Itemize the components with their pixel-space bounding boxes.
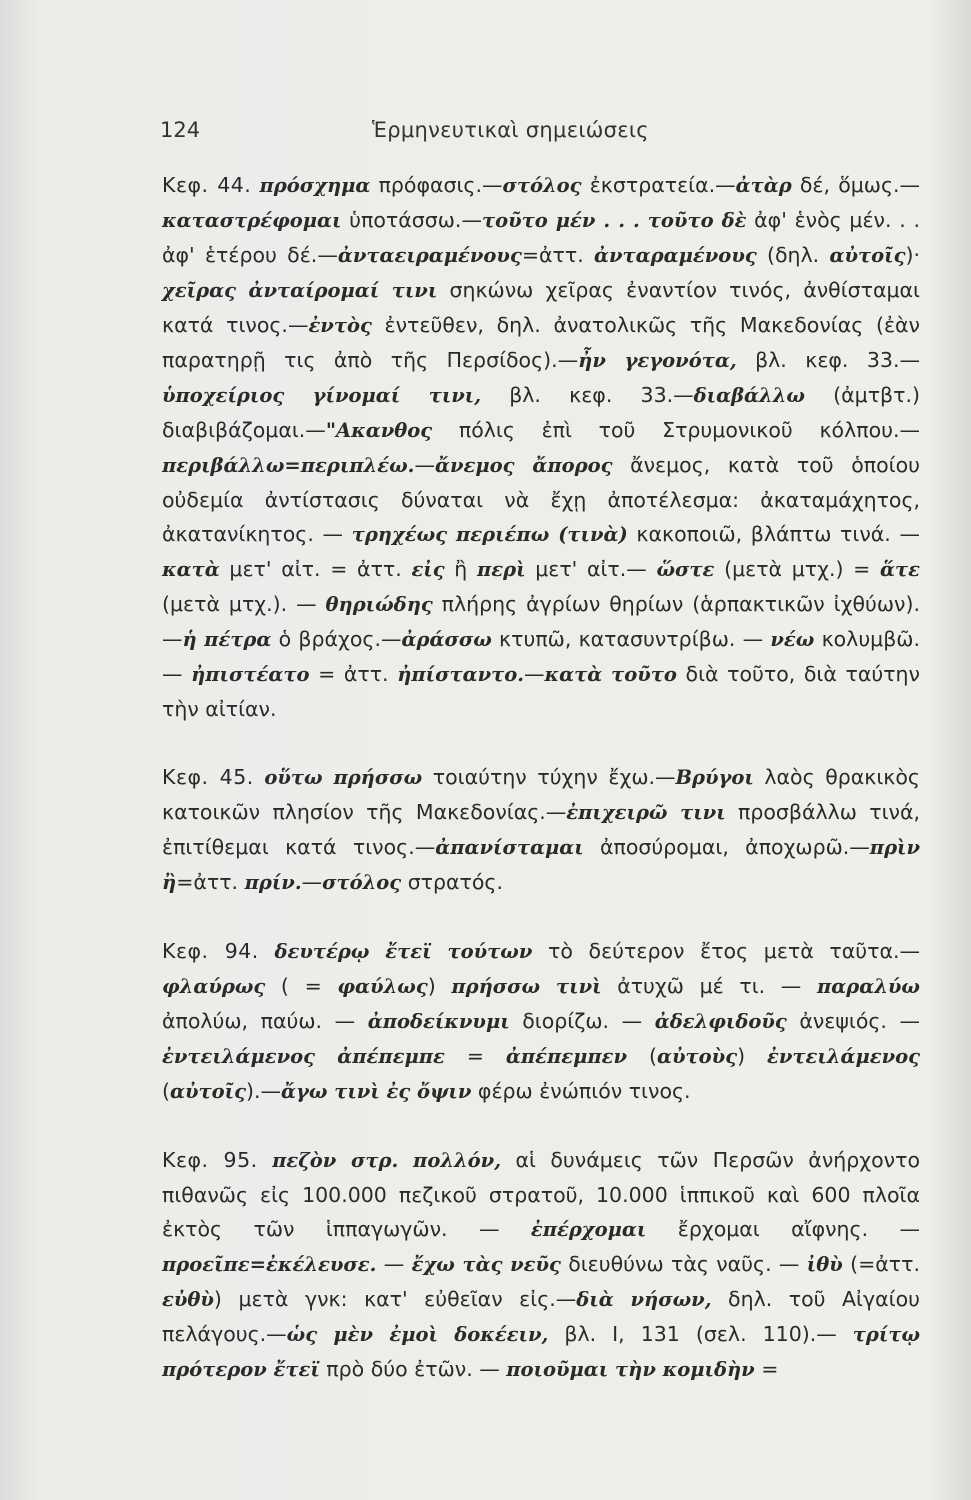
lemma-term: ἀδελφιδοῦς: [654, 1010, 787, 1033]
gloss-text: ὑποτάσσω.—: [341, 208, 482, 232]
lemma-term: ἡ πέτρα: [182, 628, 272, 651]
lemma-term: πρὶν ἢ: [162, 836, 921, 894]
gloss-text: διευθύνω τὰς ναῦς. —: [560, 1252, 807, 1276]
lemma-term: τρηχέως περιέπω (τινὰ): [351, 523, 628, 546]
gloss-text: προσβάλλω τινά, ἐπιτίθεμαι κατά τινος.—: [162, 800, 920, 859]
lemma-term: ἐντὸς: [308, 314, 372, 337]
lemma-term: πεζὸν στρ. πολλόν,: [272, 1149, 501, 1172]
lemma-term: στόλος: [322, 871, 402, 894]
lemma-term: διὰ νήσων,: [576, 1288, 712, 1311]
gloss-text: ὁ βράχος.—: [271, 627, 402, 651]
lemma-term: κατὰ τοῦτο: [544, 663, 677, 686]
lemma-term: περὶ: [476, 558, 526, 581]
gloss-text: (: [627, 1044, 657, 1068]
gloss-text: δηλ. τοῦ Αἰγαίου πελάγους.—: [162, 1287, 920, 1346]
gloss-text: ἀφ' ἑνὸς μέν. . . ἀφ' ἑτέρου δέ.—: [162, 208, 921, 267]
gloss-text: (μετὰ μτχ.) =: [714, 557, 881, 581]
gloss-text: τὸ δεύτερον ἔτος μετὰ ταῦτα.—: [532, 939, 920, 963]
lemma-term: ἀράσσω: [401, 628, 492, 651]
lemma-term: προεῖπε=ἐκέλευσε.: [162, 1253, 377, 1276]
running-title: Ἑρμηνευτικαὶ σημειώσεις: [372, 118, 649, 142]
lemma-term: ἀνταραμένους: [594, 244, 757, 267]
gloss-text: —: [301, 870, 323, 894]
gloss-text: στρατός.: [401, 870, 503, 894]
lemma-term: δευτέρῳ ἔτεϊ τούτων: [274, 940, 533, 963]
gloss-text: αἱ δυνάμεις τῶν Περσῶν ἀνήρχοντο πιθανῶς εἰς 100.000 πεζικοῦ στρατοῦ, 10.000 ἱππικοῦ καὶ 600 πλοῖα ἐκτὸς τῶν ἱππαγωγῶν. —: [162, 1148, 920, 1241]
gloss-text: ( =: [265, 974, 338, 998]
lemma-term: ὑποχείριος γίνομαί τινι,: [162, 384, 482, 407]
lemma-term: αὐτοὺς: [657, 1045, 738, 1068]
gloss-text: =ἀττ.: [521, 243, 595, 267]
chapter-label: Κεφ. 94.: [162, 939, 259, 963]
gloss-text: =: [754, 1357, 779, 1381]
chapter-44-note: [162, 168, 920, 726]
gloss-text: πόλις ἐπὶ τοῦ Στρυμονικοῦ κόλπου.—: [432, 418, 920, 442]
gloss-text: (μετὰ μτχ.). —: [162, 592, 326, 616]
lemma-term: ἀνταειραμένους: [337, 244, 522, 267]
lemma-term: ἀπανίσταμαι: [435, 836, 584, 859]
gloss-text: (: [162, 1079, 170, 1103]
lemma-term: "Ακανθος: [325, 419, 433, 442]
gloss-text: ἀποσύρομαι, ἀποχωρῶ.—: [583, 835, 870, 859]
lemma-term: ἰθὺ: [806, 1253, 843, 1276]
gloss-text: ἢ: [444, 557, 477, 581]
lemma-term: εὐθὺ: [162, 1288, 214, 1311]
lemma-term: ἐπιχειρῶ τινι: [566, 801, 726, 824]
gloss-text: = ἀττ.: [309, 662, 398, 686]
page-number: 124: [160, 118, 201, 142]
lemma-term: φαύλως: [337, 975, 428, 998]
gloss-text: πρὸ δύο ἐτῶν. —: [319, 1357, 507, 1381]
gloss-text: ἔρχομαι αἴφνης. —: [646, 1217, 921, 1241]
chapter-95-note: [162, 1143, 920, 1387]
gloss-text: —: [376, 1252, 412, 1276]
gloss-text: κολυμβῶ. —: [162, 627, 920, 686]
lemma-term: ἐπέρχομαι: [530, 1218, 647, 1241]
lemma-term: τοῦτο μέν . . . τοῦτο δὲ: [481, 209, 747, 232]
lemma-term: εἰς: [411, 558, 445, 581]
chapter-label: Κεφ. 45.: [162, 765, 254, 789]
lemma-term: καταστρέφομαι: [162, 209, 342, 232]
lemma-term: ὥστε: [656, 558, 715, 581]
gloss-text: (ἀμτβτ.) διαβιβάζομαι.—: [162, 383, 920, 442]
lemma-term: τρίτῳ πρότερον ἔτεϊ: [162, 1323, 921, 1381]
lemma-term: ἠπιστέατο: [191, 663, 310, 686]
gloss-text: ): [737, 1044, 767, 1068]
gloss-text: τοιαύτην τύχην ἔχω.—: [422, 765, 676, 789]
lemma-term: ἄνεμος ἄπορος: [434, 454, 613, 477]
gloss-text: διὰ τοῦτο, διὰ ταύτην τὴν αἰτίαν.: [162, 662, 920, 721]
lemma-term: ἠπίσταντο.: [397, 663, 525, 686]
lemma-term: θηριώδης: [325, 593, 433, 616]
lemma-term: Βρύγοι: [675, 766, 754, 789]
gloss-text: —: [414, 453, 435, 477]
lemma-term: κατὰ: [162, 558, 220, 581]
lemma-term: οὕτω πρήσσω: [264, 766, 423, 789]
lemma-term: ἔχω τὰς νεῦς: [411, 1253, 561, 1276]
lemma-term: πρήσσω τινὶ: [451, 975, 602, 998]
gloss-text: =ἀττ.: [176, 870, 245, 894]
lemma-term: αὐτοῖς: [170, 1080, 246, 1103]
chapter-94-note: [162, 934, 920, 1109]
lemma-term: ἄγω τινὶ ἐς ὄψιν: [281, 1080, 472, 1103]
gloss-text: ἄνεμος, κατὰ τοῦ ὁποίου οὐδεμία ἀντίστασις δύναται νὰ ἔχῃ ἀποτέλεσμα: ἀκαταμάχητος, ἀκατανίκητος. —: [162, 453, 920, 546]
gloss-text: ἀνεψιός. —: [786, 1009, 920, 1033]
gloss-text: =: [444, 1044, 506, 1068]
gloss-text: ) μετὰ γνκ: κατ' εὐθεῖαν εἰς.—: [213, 1287, 577, 1311]
gloss-text: ἐντεῦθεν, δηλ. ἀνατολικῶς τῆς Μακεδονίας (ἐὰν παρατηρῇ τις ἀπὸ τῆς Περσίδος).—: [162, 313, 920, 372]
gloss-text: πλήρης ἀγρίων θηρίων (ἁρπακτικῶν ἰχθύων).—: [162, 592, 920, 651]
lemma-term: ἅτε: [880, 558, 920, 581]
gloss-text: (δηλ.: [756, 243, 830, 267]
gloss-text: βλ. κεφ. 33.—: [481, 383, 694, 407]
gloss-text: )·: [905, 243, 920, 267]
lemma-term: ἐντειλάμενος ἀπέπεμπε: [162, 1045, 445, 1068]
gloss-text: (=ἀττ.: [842, 1252, 920, 1276]
lemma-term: ποιοῦμαι τὴν κομιδὴν: [506, 1358, 755, 1381]
lemma-term: χεῖρας ἀνταίρομαί τινι: [162, 279, 438, 302]
gloss-text: σηκώνω χεῖρας ἐναντίον τινός, ἀνθίσταμαι κατά τινος.—: [162, 278, 920, 337]
lemma-term: ὡς μὲν ἐμοὶ δοκέειν,: [286, 1323, 549, 1346]
gloss-text: ἀπολύω, παύω. —: [162, 1009, 368, 1033]
gloss-text: μετ' αἰτ.—: [525, 557, 657, 581]
gloss-text: κακοποιῶ, βλάπτω τινά. —: [627, 522, 920, 546]
gloss-text: μετ' αἰτ. = ἀττ.: [219, 557, 412, 581]
lemma-term: νέω: [770, 628, 815, 651]
lemma-term: ἀπέπεμπεν: [505, 1045, 628, 1068]
chapter-45-note: [162, 760, 920, 900]
gloss-text: ἀτυχῶ μέ τι. —: [601, 974, 817, 998]
gloss-text: —: [524, 662, 545, 686]
lemma-term: ἐντειλάμενος: [767, 1045, 921, 1068]
page-header: [160, 118, 920, 152]
gloss-text: δέ, ὅμως.—: [791, 173, 920, 197]
lemma-term: αὐτοῖς: [829, 244, 906, 267]
lemma-term: ἀποδείκνυμι: [367, 1010, 510, 1033]
gloss-text: πρόφασις.—: [370, 173, 503, 197]
chapter-label: Κεφ. 95.: [162, 1148, 258, 1172]
gloss-text: ἐκστρατεία.—: [581, 173, 736, 197]
chapter-label: Κεφ. 44.: [162, 173, 252, 197]
lemma-term: φλαύρως: [162, 975, 266, 998]
lemma-term: πρίν.: [244, 871, 302, 894]
lemma-term: περιβάλλω=περιπλέω.: [162, 454, 415, 477]
gloss-text: φέρω ἐνώπιόν τινος.: [471, 1079, 691, 1103]
gloss-text: κτυπῶ, κατασυντρίβω. —: [491, 627, 771, 651]
lemma-term: παραλύω: [816, 975, 920, 998]
gloss-text: ): [427, 974, 452, 998]
page-body: [162, 168, 920, 1387]
lemma-term: πρόσχημα: [259, 174, 371, 197]
gloss-text: λαὸς θρακικὸς κατοικῶν πλησίον τῆς Μακεδονίας.—: [162, 765, 920, 824]
lemma-term: ἦν γεγονότα,: [578, 349, 737, 372]
lemma-term: διαβάλλω: [693, 384, 805, 407]
gloss-text: διορίζω. —: [509, 1009, 655, 1033]
gloss-text: βλ. I, 131 (σελ. 110).—: [548, 1322, 853, 1346]
lemma-term: ἀτὰρ: [735, 174, 792, 197]
gloss-text: βλ. κεφ. 33.—: [736, 348, 920, 372]
lemma-term: στόλος: [502, 174, 582, 197]
gloss-text: ).—: [245, 1079, 281, 1103]
